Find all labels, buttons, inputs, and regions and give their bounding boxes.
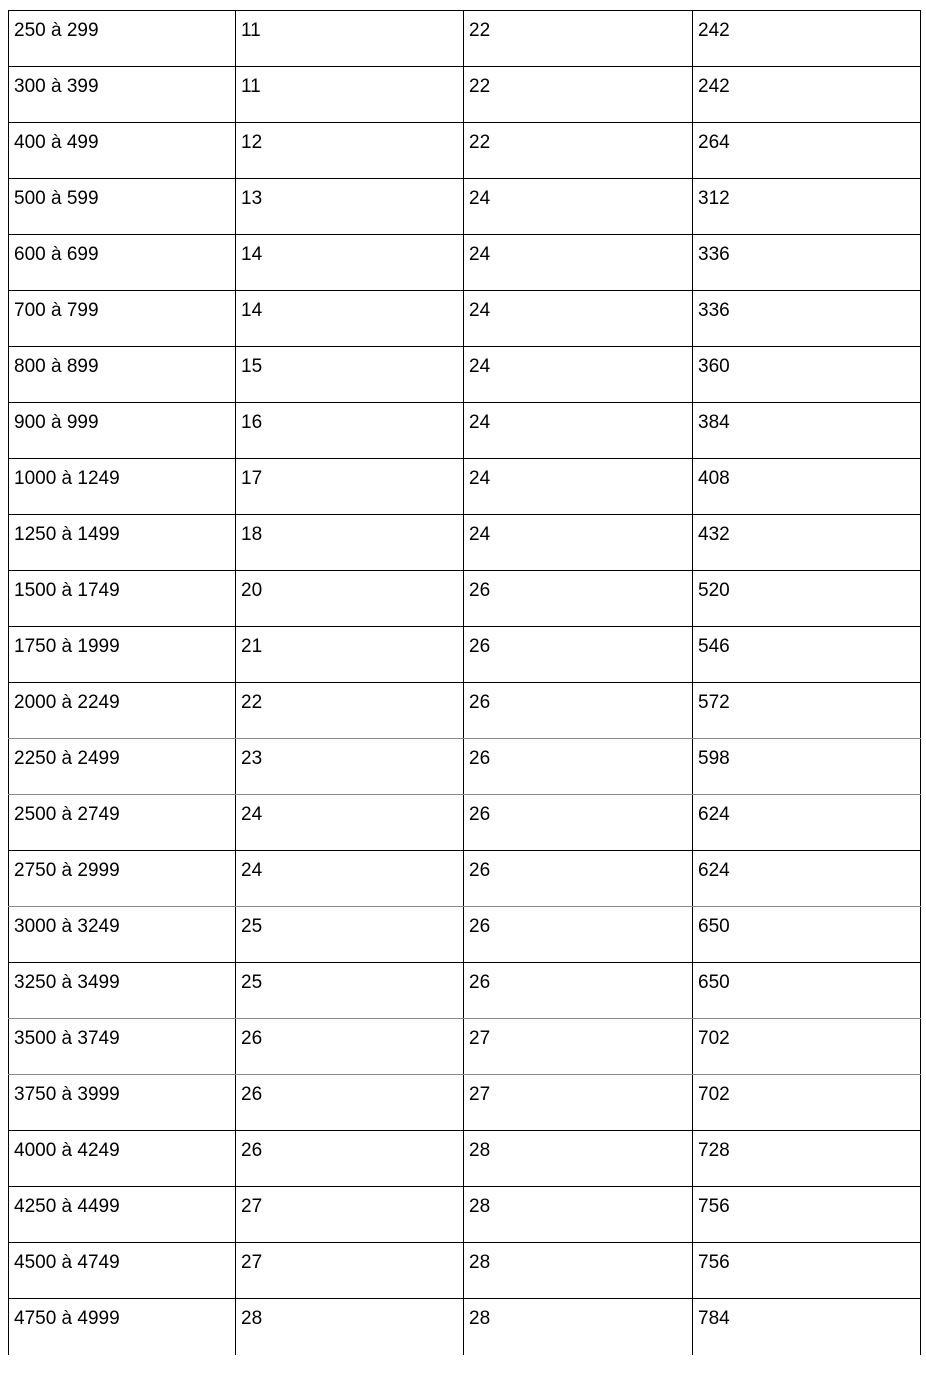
table-cell-col-2: 25 <box>236 963 464 1019</box>
table-cell-col-3: 26 <box>464 907 693 963</box>
table-cell-col-4: 702 <box>693 1019 921 1075</box>
data-table <box>8 10 921 1355</box>
table-cell-col-4: 336 <box>693 291 921 347</box>
table-cell-col-2: 24 <box>236 795 464 851</box>
table-cell-col-2: 27 <box>236 1243 464 1299</box>
table-row <box>9 1187 921 1243</box>
table-cell-col-3: 24 <box>464 291 693 347</box>
table-cell-col-1: 3750 à 3999 <box>9 1075 236 1131</box>
table-row <box>9 67 921 123</box>
table-cell-col-2: 14 <box>236 235 464 291</box>
table-cell-col-3: 28 <box>464 1131 693 1187</box>
table-cell-col-2: 17 <box>236 459 464 515</box>
table-cell-col-1: 4250 à 4499 <box>9 1187 236 1243</box>
table-cell-col-1: 400 à 499 <box>9 123 236 179</box>
table-cell-col-2: 24 <box>236 851 464 907</box>
table-cell-col-4: 360 <box>693 347 921 403</box>
table-cell-col-1: 3000 à 3249 <box>9 907 236 963</box>
table-row <box>9 683 921 739</box>
table-row <box>9 627 921 683</box>
table-cell-col-4: 702 <box>693 1075 921 1131</box>
table-cell-col-1: 2000 à 2249 <box>9 683 236 739</box>
table-cell-col-1: 3500 à 3749 <box>9 1019 236 1075</box>
table-cell-col-4: 650 <box>693 963 921 1019</box>
table-cell-col-1: 250 à 299 <box>9 11 236 67</box>
table-cell-col-1: 300 à 399 <box>9 67 236 123</box>
table-cell-col-4: 546 <box>693 627 921 683</box>
table-cell-col-1: 1250 à 1499 <box>9 515 236 571</box>
table-cell-col-2: 12 <box>236 123 464 179</box>
table-row <box>9 851 921 907</box>
table-cell-col-2: 23 <box>236 739 464 795</box>
table-cell-col-4: 336 <box>693 235 921 291</box>
table-cell-col-4: 432 <box>693 515 921 571</box>
table-row <box>9 739 921 795</box>
table-cell-col-1: 600 à 699 <box>9 235 236 291</box>
table-cell-col-3: 26 <box>464 851 693 907</box>
table-cell-col-3: 24 <box>464 235 693 291</box>
table-cell-col-3: 28 <box>464 1243 693 1299</box>
table-cell-col-4: 728 <box>693 1131 921 1187</box>
table-row <box>9 459 921 515</box>
table-cell-col-2: 21 <box>236 627 464 683</box>
table-cell-col-1: 3250 à 3499 <box>9 963 236 1019</box>
table-cell-col-2: 11 <box>236 11 464 67</box>
table-cell-col-1: 500 à 599 <box>9 179 236 235</box>
table-cell-col-4: 408 <box>693 459 921 515</box>
table-cell-col-2: 16 <box>236 403 464 459</box>
table-cell-col-3: 26 <box>464 571 693 627</box>
table-cell-col-4: 572 <box>693 683 921 739</box>
table-cell-col-1: 1500 à 1749 <box>9 571 236 627</box>
table-cell-col-4: 242 <box>693 67 921 123</box>
table-cell-col-4: 384 <box>693 403 921 459</box>
table-cell-col-4: 598 <box>693 739 921 795</box>
table-cell-col-3: 24 <box>464 515 693 571</box>
table-cell-col-3: 24 <box>464 459 693 515</box>
table-cell-col-3: 27 <box>464 1075 693 1131</box>
table-cell-col-2: 26 <box>236 1019 464 1075</box>
table-cell-col-2: 22 <box>236 683 464 739</box>
table-cell-col-2: 27 <box>236 1187 464 1243</box>
table-row <box>9 1299 921 1355</box>
table-row <box>9 123 921 179</box>
table-cell-col-1: 4750 à 4999 <box>9 1299 236 1355</box>
table-cell-col-2: 20 <box>236 571 464 627</box>
table-row <box>9 1243 921 1299</box>
table-cell-col-2: 28 <box>236 1299 464 1355</box>
table-cell-col-3: 26 <box>464 683 693 739</box>
table-row <box>9 795 921 851</box>
table-row <box>9 1075 921 1131</box>
table-cell-col-4: 756 <box>693 1187 921 1243</box>
table-cell-col-1: 1000 à 1249 <box>9 459 236 515</box>
table-cell-col-3: 28 <box>464 1187 693 1243</box>
table-row <box>9 1131 921 1187</box>
table-row <box>9 571 921 627</box>
table-cell-col-4: 242 <box>693 11 921 67</box>
table-row <box>9 179 921 235</box>
table-cell-col-1: 800 à 899 <box>9 347 236 403</box>
table-cell-col-2: 13 <box>236 179 464 235</box>
table-cell-col-4: 264 <box>693 123 921 179</box>
table-cell-col-4: 520 <box>693 571 921 627</box>
table-cell-col-4: 624 <box>693 795 921 851</box>
table-body <box>9 11 921 1355</box>
table-cell-col-3: 22 <box>464 11 693 67</box>
table-row <box>9 347 921 403</box>
table-cell-col-3: 26 <box>464 739 693 795</box>
table-cell-col-4: 756 <box>693 1243 921 1299</box>
table-cell-col-2: 11 <box>236 67 464 123</box>
table-cell-col-2: 14 <box>236 291 464 347</box>
table-row <box>9 403 921 459</box>
table-cell-col-4: 784 <box>693 1299 921 1355</box>
table-row <box>9 11 921 67</box>
table-cell-col-1: 4500 à 4749 <box>9 1243 236 1299</box>
table-cell-col-2: 18 <box>236 515 464 571</box>
table-cell-col-1: 2500 à 2749 <box>9 795 236 851</box>
table-cell-col-2: 15 <box>236 347 464 403</box>
table-cell-col-1: 1750 à 1999 <box>9 627 236 683</box>
table-row <box>9 907 921 963</box>
table-cell-col-3: 26 <box>464 795 693 851</box>
table-cell-col-4: 312 <box>693 179 921 235</box>
table-cell-col-3: 28 <box>464 1299 693 1355</box>
table-cell-col-1: 900 à 999 <box>9 403 236 459</box>
table-cell-col-1: 2250 à 2499 <box>9 739 236 795</box>
table-cell-col-3: 24 <box>464 403 693 459</box>
table-cell-col-1: 700 à 799 <box>9 291 236 347</box>
table-cell-col-4: 650 <box>693 907 921 963</box>
table-cell-col-3: 26 <box>464 963 693 1019</box>
table-cell-col-4: 624 <box>693 851 921 907</box>
table-cell-col-2: 26 <box>236 1075 464 1131</box>
table-row <box>9 235 921 291</box>
table-row <box>9 1019 921 1075</box>
table-cell-col-3: 26 <box>464 627 693 683</box>
table-cell-col-3: 24 <box>464 347 693 403</box>
table-row <box>9 515 921 571</box>
table-row <box>9 963 921 1019</box>
data-table-container <box>8 10 920 1355</box>
table-cell-col-3: 22 <box>464 123 693 179</box>
table-cell-col-2: 25 <box>236 907 464 963</box>
table-cell-col-3: 22 <box>464 67 693 123</box>
table-row <box>9 291 921 347</box>
table-cell-col-3: 27 <box>464 1019 693 1075</box>
table-cell-col-1: 4000 à 4249 <box>9 1131 236 1187</box>
table-cell-col-2: 26 <box>236 1131 464 1187</box>
table-cell-col-3: 24 <box>464 179 693 235</box>
table-cell-col-1: 2750 à 2999 <box>9 851 236 907</box>
